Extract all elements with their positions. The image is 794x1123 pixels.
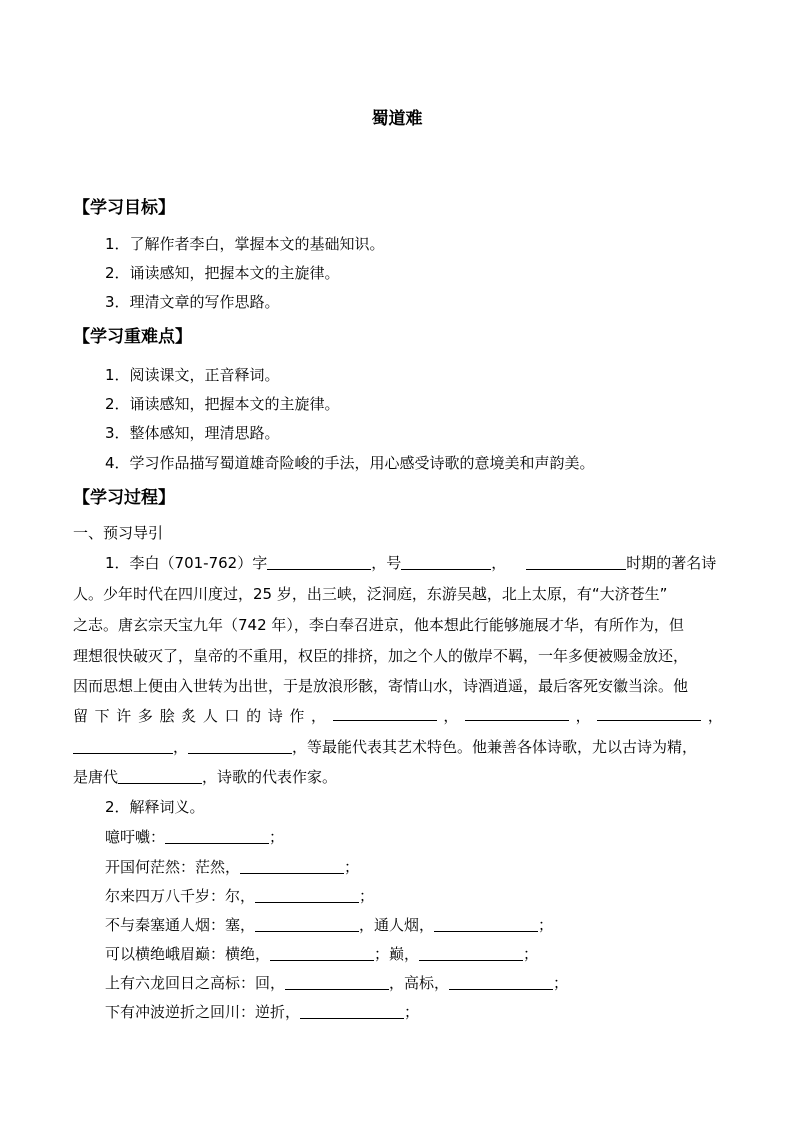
vocab-end: ； bbox=[404, 1003, 420, 1021]
answer-blank[interactable] bbox=[419, 959, 523, 961]
answer-blank[interactable] bbox=[526, 568, 626, 570]
q1-char: 口 bbox=[224, 707, 240, 725]
q1-line bbox=[105, 552, 716, 573]
vocab-item bbox=[105, 914, 553, 935]
q1-text: ， bbox=[491, 554, 507, 572]
section-heading-goals: 【学习目标】 bbox=[73, 198, 175, 218]
q1-char: 作 bbox=[289, 707, 305, 725]
q1-line: 人。少年时代在四川度过，25 岁，出三峡，泛洞庭，东游吴越，北上太原，有“大济苍生” bbox=[73, 585, 668, 603]
q1-line: 因而思想上便由入世转为出世，于是放浪形骸，寄情山水，诗酒逍遥，最后客死安徽当涂。他 bbox=[73, 677, 689, 695]
q1-comma: ， bbox=[575, 707, 591, 725]
q1-line: 之志。唐玄宗天宝九年（742 年），李白奉召进京，他本想此行能够施展才华，有所作为，但 bbox=[73, 616, 684, 634]
vocab-prompt: ，高标， bbox=[389, 974, 450, 992]
q1-char: 的 bbox=[246, 707, 262, 725]
answer-blank[interactable] bbox=[255, 930, 359, 932]
q1-comma: ， bbox=[173, 738, 189, 756]
vocab-prompt: 上有六龙回日之高标：回， bbox=[105, 974, 286, 992]
answer-blank[interactable] bbox=[300, 1017, 404, 1019]
vocab-prompt: 尔来四万八千岁：尔， bbox=[105, 887, 256, 905]
vocab-prompt: ；巅， bbox=[374, 945, 420, 963]
vocab-prompt: 不与秦塞通人烟：塞， bbox=[105, 916, 256, 934]
q1-line bbox=[73, 736, 697, 757]
keypoint-item: 2．诵读感知，把握本文的主旋律。 bbox=[105, 395, 340, 413]
vocab-item bbox=[105, 1001, 419, 1022]
q1-char: 留 bbox=[73, 707, 89, 725]
vocab-end: ； bbox=[269, 828, 285, 846]
q1-char: 下 bbox=[94, 707, 110, 725]
answer-blank[interactable] bbox=[267, 568, 371, 570]
answer-blank[interactable] bbox=[240, 872, 344, 874]
vocab-item bbox=[105, 856, 359, 877]
vocab-prompt: 下有冲波逆折之回川：逆折， bbox=[105, 1003, 301, 1021]
q1-comma: ， bbox=[443, 707, 459, 725]
q1-line bbox=[73, 766, 337, 787]
q1-comma: ， bbox=[311, 707, 327, 725]
answer-blank[interactable] bbox=[73, 752, 173, 754]
q1-char: 诗 bbox=[267, 707, 283, 725]
vocab-end: ； bbox=[553, 974, 569, 992]
q1-line: 理想很快破灭了，皇帝的不重用，权臣的排挤，加之个人的傲岸不羁，一年多便被赐金放还， bbox=[73, 647, 689, 665]
vocab-end: ； bbox=[538, 916, 554, 934]
q1-comma: ， bbox=[707, 707, 723, 725]
q1-text: 时期的著名诗 bbox=[626, 554, 717, 572]
vocab-item bbox=[105, 943, 538, 964]
q1-text: ，诗歌的代表作家。 bbox=[202, 768, 338, 786]
q1-text: ，号 bbox=[371, 554, 402, 572]
keypoint-item: 4．学习作品描写蜀道雄奇险峻的手法，用心感受诗歌的意境美和声韵美。 bbox=[105, 454, 595, 472]
goal-item: 3．理清文章的写作思路。 bbox=[105, 293, 280, 311]
section-heading-process: 【学习过程】 bbox=[73, 488, 175, 508]
q2-heading: 2．解释词义。 bbox=[105, 798, 205, 816]
answer-blank[interactable] bbox=[333, 719, 437, 721]
answer-blank[interactable] bbox=[255, 901, 359, 903]
vocab-item bbox=[105, 885, 374, 906]
vocab-end: ； bbox=[359, 887, 375, 905]
keypoint-item: 3．整体感知，理清思路。 bbox=[105, 424, 280, 442]
part-heading: 一、预习导引 bbox=[73, 524, 164, 542]
q1-char: 炙 bbox=[181, 707, 197, 725]
vocab-end: ； bbox=[344, 858, 360, 876]
goal-item: 1．了解作者李白，掌握本文的基础知识。 bbox=[105, 235, 385, 253]
answer-blank[interactable] bbox=[270, 959, 374, 961]
q1-text: 是唐代 bbox=[73, 768, 119, 786]
answer-blank[interactable] bbox=[465, 719, 569, 721]
q1-char: 多 bbox=[137, 707, 153, 725]
vocab-prompt: 可以横绝峨眉巅：横绝， bbox=[105, 945, 271, 963]
q1-char: 脍 bbox=[159, 707, 175, 725]
q1-char: 人 bbox=[202, 707, 218, 725]
answer-blank[interactable] bbox=[597, 719, 701, 721]
goal-item: 2．诵读感知，把握本文的主旋律。 bbox=[105, 264, 340, 282]
vocab-prompt: 开国何茫然：茫然， bbox=[105, 858, 241, 876]
vocab-prompt: ，通人烟， bbox=[359, 916, 435, 934]
vocab-item bbox=[105, 826, 284, 847]
page-title: 蜀道难 bbox=[371, 109, 423, 129]
answer-blank[interactable] bbox=[188, 752, 292, 754]
section-heading-keypoints: 【学习重难点】 bbox=[73, 327, 192, 347]
answer-blank[interactable] bbox=[449, 988, 553, 990]
q1-text: 1．李白（701-762）字 bbox=[105, 554, 268, 572]
answer-blank[interactable] bbox=[401, 568, 491, 570]
answer-blank[interactable] bbox=[434, 930, 538, 932]
q1-char: 许 bbox=[116, 707, 132, 725]
keypoint-item: 1．阅读课文，正音释词。 bbox=[105, 366, 280, 384]
q1-text: ，等最能代表其艺术特色。他兼善各体诗歌，尤以古诗为精， bbox=[292, 738, 698, 756]
answer-blank[interactable] bbox=[118, 782, 202, 784]
answer-blank[interactable] bbox=[165, 842, 269, 844]
vocab-item bbox=[105, 972, 568, 993]
answer-blank[interactable] bbox=[285, 988, 389, 990]
vocab-prompt: 噫吁嚱： bbox=[105, 828, 166, 846]
q1-line bbox=[73, 705, 723, 726]
vocab-end: ； bbox=[523, 945, 539, 963]
